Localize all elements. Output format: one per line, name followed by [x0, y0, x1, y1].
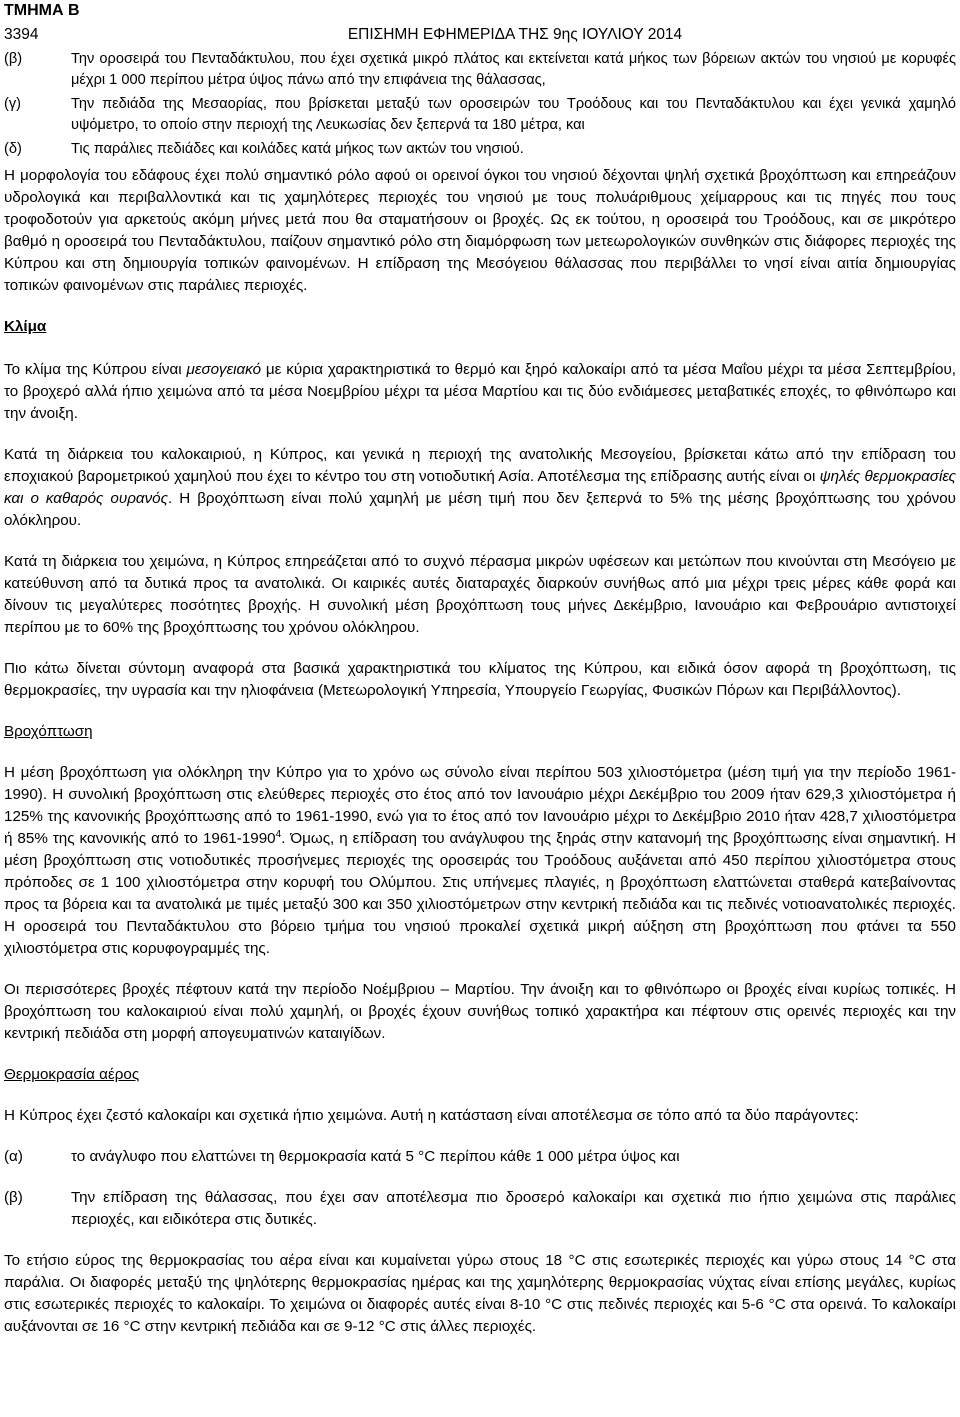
list-item — [4, 94, 956, 136]
list-text: Την επίδραση της θάλασσας, που έχει σαν αποτέλεσμα πιο δροσερό καλοκαίρι και σχετικά πιο ήπιο χειμώνα στις παράλιες περιοχές, και ειδικότερα στις δυτικές. — [71, 1189, 956, 1228]
document-page — [4, 0, 956, 1338]
footnote-ref: 4 — [275, 828, 282, 840]
list-item — [4, 139, 956, 160]
text-run: . Όμως, η επίδραση του ανάγλυφου της ξηράς στην κατανομή της βροχόπτωσης είναι σημαντική. Η μέση βροχόπτωση στις νοτιοδυτικές προσήνεμες περιοχές της οροσειράς του Τροόδους αυξάνεται από 450 περίπου χιλιοστόμετρα στους πρόποδες σε 1 100 χιλιοστόμετρα στην κορυφή του Ολύμπου. Στις υπήνεμες πλαγιές, η βροχόπτωση ελαττώνεται σταθερά κατεβαίνοντας προς τα βόρεια και τα ανατολικά με τιμές μεταξύ 300 και 350 χιλιοστόμετρων στην κεντρική πεδιάδα και τις πεδινές νοτιοανατολικές περιοχές. Η οροσειρά του Πενταδάκτυλου στο βόρειο τμήμα του νησιού προκαλεί σχετικά μικρή αύξηση στη βροχόπτωση που φτάνει τα 550 χιλιοστόμετρα στις κορυφογραμμές της. — [4, 830, 956, 957]
list-marker: (β) — [4, 1189, 23, 1206]
list-marker: (γ) — [4, 96, 22, 112]
climate-paragraph-3: Κατά τη διάρκεια του χειμώνα, η Κύπρος επηρεάζεται από το συχνό πέρασμα μικρών υφέσεων και μετώπων που κινούνται στη Μεσόγειο με κατεύθυνση από τα δυτικά προς τα ανατολικά. Οι καιρικές αυτές διαταραχές διαρκούν συνήθως από μια μέχρι τρεις μέρες κάθε φορά και δίνουν τις μεγαλύτερες ποσότητες βροχής. Η συνολική μέση βροχόπτωση τους μήνες Δεκέμβριο, Ιανουάριο και Φεβρουάριο αντιστοιχεί περίπου με το 60% της βροχόπτωσης του χρόνου ολόκληρου. — [4, 553, 956, 636]
rainfall-paragraph-1 — [4, 762, 956, 960]
section-label: ΤΜΗΜΑ Β — [4, 2, 80, 19]
page-number: 3394 — [4, 26, 39, 43]
list-text: Την οροσειρά του Πενταδάκτυλου, που έχει σχετικά μικρό πλάτος και εκτείνεται κατά μήκος των βόρειων ακτών του νησιού με κορυφές μέχρι 1 000 περίπου μέτρα ύψος πάνω από την επιφάνεια της θάλασσας, — [71, 51, 956, 88]
temperature-paragraph: Το ετήσιο εύρος της θερμοκρασίας του αέρα είναι και κυμαίνεται γύρω στους 18 °C στις εσωτερικές περιοχές και γύρω στους 14 °C στα παράλια. Οι διαφορές μεταξύ της ψηλότερης θερμοκρασίας ημέρας και της χαμηλότερης θερμοκρασίας νύχτας είναι επίσης μεγάλες, κυρίως στις εσωτερικές περιοχές το καλοκαίρι. Το χειμώνα οι διαφορές αυτές είναι 8-10 °C στις πεδινές περιοχές και 5-6 °C στα ορεινά. Το καλοκαίρι αυξάνονται σε 16 °C στην κεντρική πεδιάδα και σε 9-12 °C στις άλλες περιοχές. — [4, 1252, 956, 1335]
list-marker: (β) — [4, 51, 23, 67]
text-run: Το κλίμα της Κύπρου είναι — [4, 361, 187, 378]
list-text: το ανάγλυφο που ελαττώνει τη θερμοκρασία κατά 5 °C περίπου κάθε 1 000 μέτρα ύψος και — [71, 1148, 680, 1165]
climate-paragraph-4: Πιο κάτω δίνεται σύντομη αναφορά στα βασικά χαρακτηριστικά του κλίματος της Κύπρου, και ειδικά όσον αφορά τη βροχόπτωση, τις θερμοκρασίες, την υγρασία και την ηλιοφάνεια (Μετεωρολογική Υπηρεσία, Υπουργείο Γεωργίας, Φυσικών Πόρων και Περιβάλλοντος). — [4, 660, 956, 699]
list-marker: (α) — [4, 1148, 23, 1165]
climate-paragraph-1 — [4, 359, 956, 425]
list-item — [4, 1187, 956, 1231]
list-item — [4, 1146, 956, 1168]
climate-heading: Κλίμα — [4, 318, 47, 335]
text-run: με κύρια χαρακτηριστικά το θερμό και ξηρό καλοκαίρι από τα μέσα Μαΐου μέχρι τα μέσα Σεπτεμβρίου, το βροχερό αλλά ήπιο χειμώνα από τα μέσα Νοεμβρίου μέχρι τα μέσα Μαρτίου και τις δύο ενδιάμεσες μεταβατικές εποχές, το φθινόπωρο και την άνοιξη. — [4, 361, 956, 422]
list-marker: (δ) — [4, 141, 22, 157]
morphology-paragraph: Η μορφολογία του εδάφους έχει πολύ σημαντικό ρόλο αφού οι ορεινοί όγκοι του νησιού δέχονται ψηλή σχετικά βροχόπτωση και επηρεάζουν υδρολογικά και περιβαλλοντικά και τις χαμηλότερες περιοχές του νησιού με τους πολυάριθμους χείμαρρους και τις πηγές που τους τροφοδοτούν για αρκετούς ακόμη μήνες μετά που θα σταματήσουν οι βροχές. Ως εκ τούτου, η οροσειρά του Τροόδους, και σε μικρότερο βαθμό η οροσειρά του Πενταδάκτυλου, παίζουν σημαντικό ρόλο στη διαμόρφωση των μετεωρολογικών συνθηκών στις διάφορες περιοχές της Κύπρου και στη δημιουργία τοπικών φαινομένων. Η επίδραση της Μεσόγειου θάλασσας που περιβάλλει το νησί είναι αιτία δημιουργίας τοπικών φαινομένων στις παράλιες περιοχές. — [4, 167, 956, 294]
climate-paragraph-2 — [4, 444, 956, 532]
italic-text: ψηλές θερμοκρασίες και ο καθαρός ουρανός — [4, 468, 956, 507]
temperature-heading: Θερμοκρασία αέρος — [4, 1066, 140, 1083]
text-run: . Η βροχόπτωση είναι πολύ χαμηλή με μέση τιμή που δεν ξεπερνά το 5% της μέσης βροχόπτωσης του χρόνου ολόκληρου. — [4, 490, 956, 529]
list-text: Τις παράλιες πεδιάδες και κοιλάδες κατά μήκος των ακτών του νησιού. — [71, 141, 524, 157]
text-run: Η μέση βροχόπτωση για ολόκληρη την Κύπρο για το χρόνο ως σύνολο είναι περίπου 503 χιλιοστόμετρα (μέση τιμή για την περίοδο 1961-1990). Η συνολική βροχόπτωση στις ελεύθερες περιοχές στο έτος από τον Ιανουάριο μέχρι Δεκέμβριο του 2009 ήταν 629,3 χιλιοστόμετρα ή 125% της κανονικής βροχόπτωσης από το 1961-1990, ενώ για το έτος από τον Ιανουάριο μέχρι το Δεκέμβριο 2010 ήταν 428,7 χιλιοστόμετρα ή 85% της κανονικής από το 1961-1990 — [4, 764, 956, 847]
gazette-title: ΕΠΙΣΗΜΗ ΕΦΗΜΕΡΙΔΑ ΤΗΣ 9ης ΙΟΥΛΙΟΥ 2014 — [347, 26, 683, 43]
text-run: Κατά τη διάρκεια του καλοκαιριού, η Κύπρος, και γενικά η περιοχή της ανατολικής Μεσογείου, βρίσκεται κάτω από την επίδραση του εποχιακού βαρομετρικού χαμηλού που έχει το κέντρο του στη νοτιοδυτική Ασία. Αποτέλεσμα της επίδρασης αυτής είναι οι — [4, 446, 956, 485]
list-text: Την πεδιάδα της Μεσαορίας, που βρίσκεται μεταξύ των οροσειρών του Τροόδους και του Πενταδάκτυλου και έχει γενικά χαμηλό υψόμετρο, το οποίο στην περιοχή της Λευκωσίας δεν ξεπερνά τα 180 μέτρα, και — [71, 96, 956, 133]
list-item — [4, 49, 956, 91]
rainfall-heading: Βροχόπτωση — [4, 723, 93, 740]
page-header — [4, 24, 956, 46]
temperature-intro: Η Κύπρος έχει ζεστό καλοκαίρι και σχετικά ήπιο χειμώνα. Αυτή η κατάσταση είναι αποτέλεσμα σε τόπο από τα δύο παράγοντες: — [4, 1107, 859, 1124]
rainfall-paragraph-2: Οι περισσότερες βροχές πέφτουν κατά την περίοδο Νοέμβριου – Μαρτίου. Την άνοιξη και το φθινόπωρο οι βροχές είναι κυρίως τοπικές. Η βροχόπτωση του καλοκαιριού είναι πολύ χαμηλή, οι βροχές έχουν συνήθως τοπικό χαρακτήρα και πέφτουν στις ορεινές περιοχές και την κεντρική πεδιάδα στη μορφή απογευματινών καταιγίδων. — [4, 981, 956, 1042]
italic-text: μεσογειακό — [186, 361, 262, 378]
